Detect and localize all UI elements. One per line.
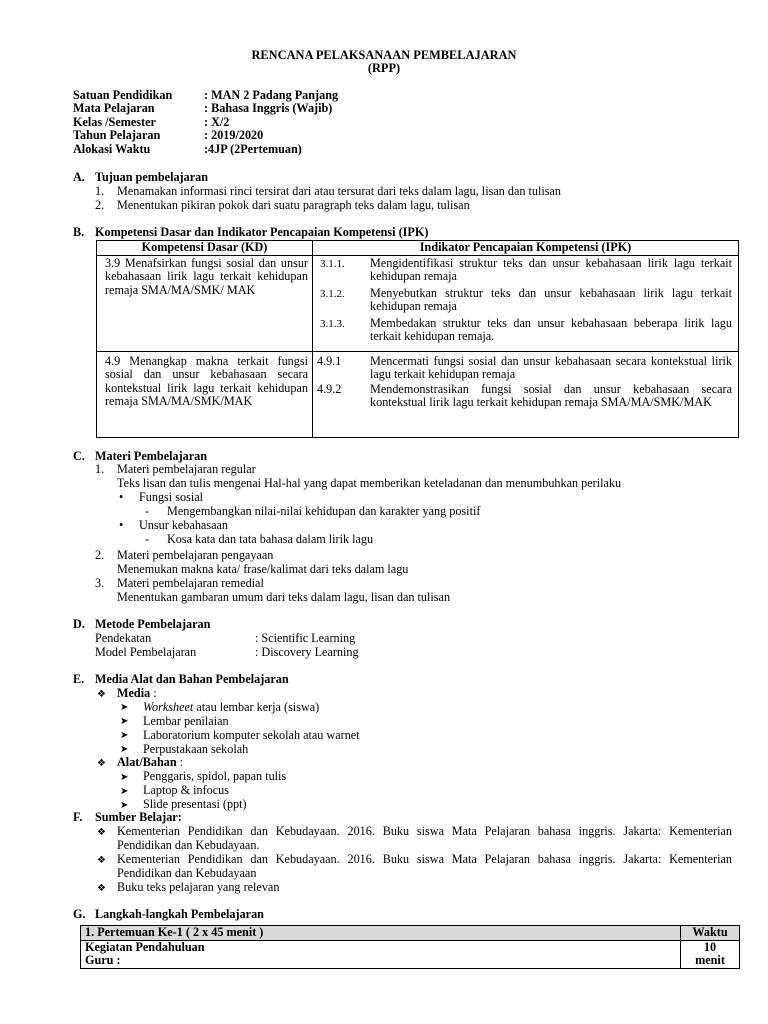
diamond-bullet-icon: ❖ (97, 827, 106, 838)
source-item: Kementerian Pendidikan dan Kebudayaan. 2016. Buku siswa Mata Pelajaran bahasa inggris. Jakarta: Kementerian Pendidikan dan Kebudayaan. (117, 824, 732, 852)
list-number: 1. (95, 184, 105, 198)
source-item: Kementerian Pendidikan dan Kebudayaan. 2016. Buku siswa Mata Pelajaran bahasa inggris. Jakarta: Kementerian Pendidikan dan Kebudayaan (117, 852, 732, 880)
media-item: atau lembar kerja (siswa) (193, 700, 320, 714)
list-item: Materi pembelajaran regular (117, 462, 256, 476)
list-number: 1. (95, 462, 105, 476)
bullet-item: Unsur kebahasaan (139, 518, 229, 532)
identity-label: Mata Pelajaran (73, 101, 155, 115)
section-title: Langkah-langkah Pembelajaran (95, 907, 264, 921)
sub-item: Mengembangkan nilai-nilai kehidupan dan karakter yang positif (167, 504, 481, 518)
ipk-text: Menyebutkan struktur teks dan unsur kebahasaan lirik lagu terkait kehidupan remaja (370, 286, 732, 314)
list-number: 2. (95, 198, 105, 212)
list-number: 3. (95, 576, 105, 590)
identity-value: : X/2 (204, 115, 230, 129)
bullet-item: Fungsi sosial (139, 490, 203, 504)
list-item-desc: Menentukan gambaran umum dari teks dalam lagu, lisan dan tulisan (117, 590, 451, 604)
ipk-number: 4.9.2 (317, 382, 342, 396)
section-title: Media Alat dan Bahan Pembelajaran (95, 672, 289, 686)
section-title: Sumber Belajar: (95, 810, 182, 824)
identity-value: : 2019/2020 (204, 128, 264, 142)
table-header-kd: Kompetensi Dasar (KD) (97, 241, 313, 256)
ipk-text: Mencermati fungsi sosial dan unsur kebahasaan secara kontekstual lirik lagu terkait kehidupan remaja (370, 354, 732, 382)
bullet-icon: • (119, 490, 124, 504)
sub-item: Kosa kata dan tata bahasa dalam lirik lagu (167, 532, 374, 546)
section-letter: C. (73, 449, 85, 463)
arrow-bullet-icon: ➤ (120, 716, 129, 727)
ipk-number: 3.1.3. (320, 318, 345, 330)
ipk-text: Membedakan struktur teks dan unsur kebahasaan beberapa lirik lagu terkait kehidupan remaja. (370, 316, 732, 344)
section-title: Materi Pembelajaran (95, 449, 208, 463)
kd-cell (97, 256, 313, 352)
method-label: Model Pembelajaran (95, 645, 197, 659)
section-g-heading (73, 908, 264, 922)
section-letter: B. (73, 225, 85, 239)
activity-subtitle: Guru : (85, 953, 121, 968)
kd-text: 3.9 Menafsirkan fungsi sosial dan unsur kebahasaan lirik lagu terkait kehidupan remaja SMA/MA/SMK/ MAK (105, 256, 308, 297)
dash-icon: - (145, 504, 150, 518)
identity-label: Satuan Pendidikan (73, 88, 173, 102)
ipk-number: 3.1.1. (320, 258, 345, 270)
activity-title: Kegiatan Pendahuluan (85, 939, 205, 954)
duration-value: 10 (703, 939, 717, 954)
diamond-bullet-icon: ❖ (97, 855, 106, 866)
ipk-number: 4.9.1 (317, 354, 342, 368)
document-title: RENCANA PELAKSANAAN PEMBELAJARAN (251, 48, 517, 62)
method-label: Pendekatan (95, 631, 152, 645)
arrow-bullet-icon: ➤ (120, 800, 129, 811)
media-item: Lembar penilaian (143, 714, 229, 728)
section-b-heading (73, 226, 428, 240)
ipk-text: Mengidentifikasi struktur teks dan unsur kebahasaan lirik lagu terkait kehidupan remaja (370, 256, 732, 284)
arrow-bullet-icon: ➤ (120, 744, 129, 755)
section-f-heading (73, 811, 182, 825)
method-value: : Scientific Learning (255, 631, 356, 645)
alat-label: Alat/Bahan (117, 755, 177, 769)
section-letter: F. (73, 810, 83, 824)
list-item: Menentukan pikiran pokok dari suatu paragraph teks dalam lagu, tulisan (117, 198, 470, 212)
list-item: Materi pembelajaran remedial (117, 576, 264, 590)
bullet-icon: • (119, 518, 124, 532)
section-title: Kompetensi Dasar dan Indikator Pencapaian Kompetensi (IPK) (95, 225, 429, 239)
identity-value: :4JP (2Pertemuan) (204, 142, 302, 156)
section-letter: G. (73, 907, 86, 921)
learning-steps-table (80, 925, 740, 969)
arrow-bullet-icon: ➤ (120, 702, 129, 713)
media-item: Laboratorium komputer sekolah atau warnet (143, 728, 360, 742)
ipk-cell (313, 256, 739, 352)
section-e-heading (73, 673, 289, 687)
kd-text: 4.9 Menangkap makna terkait fungsi sosial dan unsur kebahasaan secara kontekstual lirik lagu terkait kehidupan remaja SMA/MA/SMK/MAK (105, 354, 308, 409)
section-letter: D. (73, 617, 85, 631)
arrow-bullet-icon: ➤ (120, 730, 129, 741)
list-item: Materi pembelajaran pengayaan (117, 548, 274, 562)
table-header-ipk: Indikator Pencapaian Kompetensi (IPK) (313, 241, 739, 256)
source-item: Buku teks pelajaran yang relevan (117, 880, 280, 894)
kd-cell (97, 352, 313, 438)
list-item-desc: Menemukan makna kata/ frase/kalimat dari teks dalam lagu (117, 562, 409, 576)
list-item: Menamakan informasi rinci tersirat dari atau tersurat dari teks dalam lagu, lisan dan tulisan (117, 184, 562, 198)
media-colon: : (150, 686, 157, 700)
section-letter: E. (73, 672, 85, 686)
list-item-desc: Teks lisan dan tulis mengenai Hal-hal yang dapat memberikan keteladanan dan menumbuhkan perilaku (117, 476, 622, 490)
ipk-cell (313, 352, 739, 438)
media-item: Perpustakaan sekolah (143, 742, 249, 756)
identity-label: Kelas /Semester (73, 115, 156, 129)
diamond-bullet-icon: ❖ (97, 758, 106, 769)
activity-cell (81, 940, 681, 968)
list-number: 2. (95, 548, 105, 562)
identity-value: : MAN 2 Padang Panjang (204, 88, 339, 102)
media-item-italic: Worksheet (143, 700, 194, 714)
dash-icon: - (145, 532, 150, 546)
alat-item: Slide presentasi (ppt) (143, 797, 247, 811)
media-label: Media (117, 686, 151, 700)
section-title: Tujuan pembelajaran (95, 170, 208, 184)
alat-item: Laptop & infocus (143, 783, 229, 797)
identity-label: Tahun Pelajaran (73, 128, 161, 142)
arrow-bullet-icon: ➤ (120, 772, 129, 783)
ipk-number: 3.1.2. (320, 288, 345, 300)
duration-cell (681, 940, 740, 968)
alat-item: Penggaris, spidol, papan tulis (143, 769, 287, 783)
diamond-bullet-icon: ❖ (97, 883, 106, 894)
kd-ipk-table (96, 240, 739, 438)
time-header: Waktu (681, 926, 740, 941)
arrow-bullet-icon: ➤ (120, 786, 129, 797)
diamond-bullet-icon: ❖ (97, 689, 106, 700)
identity-label: Alokasi Waktu (73, 142, 151, 156)
meeting-header: 1. Pertemuan Ke-1 ( 2 x 45 menit ) (81, 926, 681, 941)
alat-colon: : (176, 755, 184, 769)
identity-value: : Bahasa Inggris (Wajib) (204, 101, 333, 115)
method-value: : Discovery Learning (255, 645, 359, 659)
ipk-text: Mendemonstrasikan fungsi sosial dan unsur kebahasaan secara kontekstual lirik lagu terkait kehidupan remaja SMA/MA/SMK/MAK (370, 382, 732, 410)
section-title: Metode Pembelajaran (95, 617, 211, 631)
section-letter: A. (73, 170, 85, 184)
section-d-heading (73, 618, 210, 632)
document-subtitle: (RPP) (367, 61, 401, 75)
duration-unit: menit (695, 953, 725, 968)
section-a-heading (73, 171, 208, 185)
